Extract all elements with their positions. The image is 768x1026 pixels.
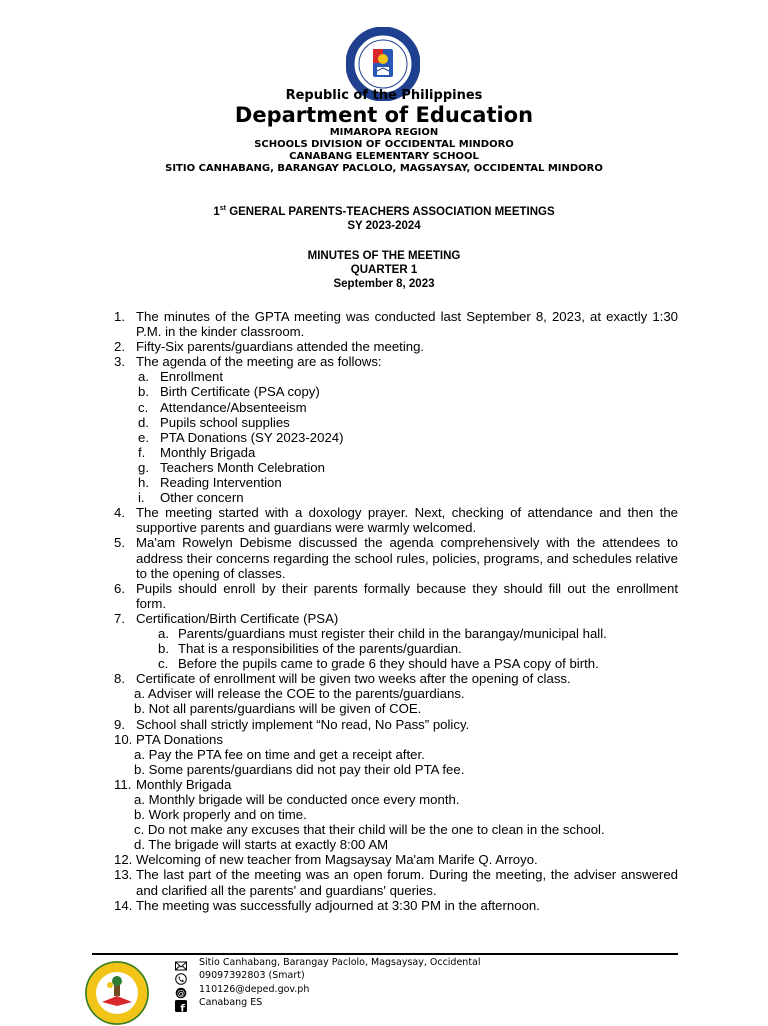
agenda-item: e. PTA Donations (SY 2023-2024)	[138, 429, 344, 445]
list-item: 10. PTA Donations	[114, 731, 223, 747]
agenda-item: h. Reading Intervention	[138, 475, 282, 491]
list-item: 1. The minutes of the GPTA meeting was conducted last September 8, 2023, at exactly 1:30 P.M. in the kinder classroom.	[114, 309, 678, 340]
list-item: 13. The last part of the meeting was an open forum. During the meeting, the adviser answered and clarified all the parents' and guardians' queries.	[114, 867, 678, 898]
meeting-date: September 8, 2023	[333, 278, 435, 290]
psa-item: a. Parents/guardians must register their child in the barangay/municipal hall.	[158, 625, 607, 641]
agenda-item: b. Birth Certificate (PSA copy)	[138, 384, 320, 400]
footer-divider	[92, 953, 678, 955]
list-item: 8. Certificate of enrollment will be given two weeks after the opening of class.	[114, 671, 571, 687]
school-logo	[84, 960, 150, 1026]
republic-heading: Republic of the Philippines	[285, 88, 483, 103]
mail-icon	[175, 960, 187, 972]
list-item: 5. Ma'am Rowelyn Debisme discussed the agenda comprehensively with the attendees to address their concerns regarding the school rules, policies, programs, and schedules relative to the opening of classes.	[114, 535, 678, 581]
list-item: 11. Monthly Brigada	[114, 776, 232, 792]
facebook-icon	[175, 1000, 187, 1012]
agenda-item: c. Attendance/Absenteeism	[138, 399, 307, 415]
brigada-item: d. The brigade will starts at exactly 8:00 AM	[134, 837, 389, 853]
agenda-item: g. Teachers Month Celebration	[138, 459, 325, 475]
list-item: 9. School shall strictly implement “No read, No Pass” policy.	[114, 716, 470, 732]
minutes-list	[114, 309, 678, 913]
list-item: 14. The meeting was successfully adjourned at 3:30 PM in the afternoon.	[114, 897, 540, 913]
brigada-item: a. Monthly brigade will be conducted once every month.	[134, 792, 460, 807]
brigada-item: c. Do not make any excuses that their child will be the one to clean in the school.	[134, 822, 605, 838]
pta-item: b. Some parents/guardians did not pay their old PTA fee.	[134, 761, 465, 777]
list-item: 4. The meeting started with a doxology prayer. Next, checking of attendance and then the supportive parents and guardians were warmly welcomed.	[114, 505, 678, 536]
agenda-item: a. Enrollment	[138, 369, 224, 385]
phone-icon	[175, 973, 187, 985]
agenda-item: d. Pupils school supplies	[138, 414, 290, 430]
footer-phone: 09097392803 (Smart)	[199, 970, 305, 982]
coe-item: b. Not all parents/guardians will be given of COE.	[134, 701, 422, 717]
school-year: SY 2023-2024	[347, 220, 421, 232]
svg-text:f: f	[180, 1003, 185, 1012]
list-item: 3. The agenda of the meeting are as follows:	[114, 354, 382, 370]
brigada-item: b. Work properly and on time.	[134, 807, 307, 823]
school-heading: CANABANG ELEMENTARY SCHOOL	[289, 151, 479, 162]
list-item: 2. Fifty-Six parents/guardians attended the meeting.	[114, 339, 425, 355]
pta-item: a. Pay the PTA fee on time and get a receipt after.	[134, 746, 425, 762]
footer-address: Sitio Canhabang, Barangay Paclolo, Magsaysay, Occidental	[199, 957, 481, 968]
list-item: 6. Pupils should enroll by their parents formally because they should fill out the enrollment form.	[114, 580, 678, 611]
at-icon	[175, 987, 187, 999]
psa-item: b. That is a responsibilities of the parents/guardian.	[158, 641, 462, 657]
address-heading: SITIO CANHABANG, BARANGAY PACLOLO, MAGSAYSAY, OCCIDENTAL MINDORO	[165, 163, 603, 174]
quarter-heading: QUARTER 1	[350, 264, 418, 276]
footer-email[interactable]: 110126@deped.gov.ph	[199, 983, 310, 995]
list-item: 12. Welcoming of new teacher from Magsaysay Ma'am Marife Q. Arroyo.	[114, 852, 538, 868]
meeting-title: 1st GENERAL PARENTS-TEACHERS ASSOCIATION MEETINGS	[213, 205, 555, 218]
footer-facebook[interactable]: Canabang ES	[199, 996, 263, 1008]
psa-item: c. Before the pupils came to grade 6 they should have a PSA copy of birth.	[158, 656, 599, 672]
agenda-item: f. Monthly Brigada	[138, 444, 256, 460]
agenda-item: i. Other concern	[138, 490, 244, 506]
list-item: 7. Certification/Birth Certificate (PSA)	[114, 610, 339, 626]
region-heading: MIMAROPA REGION	[329, 127, 439, 138]
division-heading: SCHOOLS DIVISION OF OCCIDENTAL MINDORO	[254, 139, 514, 150]
svg-text:@: @	[177, 988, 185, 998]
minutes-heading: MINUTES OF THE MEETING	[307, 250, 461, 262]
footer-icons	[175, 960, 189, 1013]
coe-item: a. Adviser will release the COE to the parents/guardians.	[134, 686, 465, 702]
department-heading: Department of Education	[234, 103, 534, 127]
footer-contact	[199, 956, 481, 1009]
